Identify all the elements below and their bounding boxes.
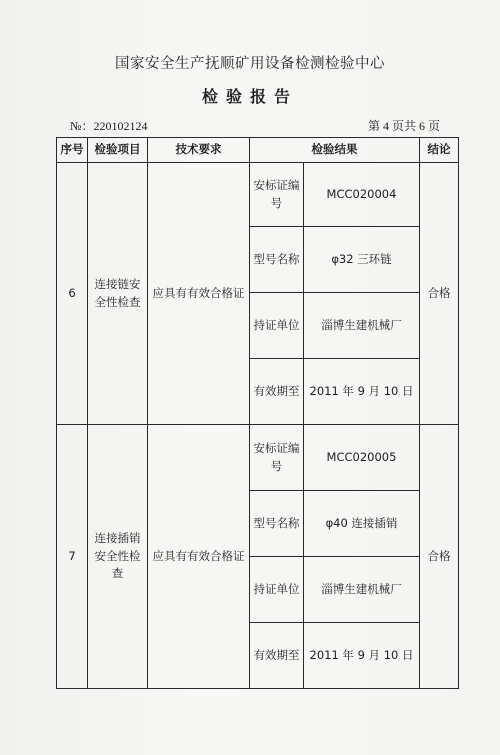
inspection-table	[56, 137, 459, 689]
result-value: MCC020005	[304, 425, 420, 491]
report-number-value: 220102124	[93, 119, 148, 133]
conclusion: 合格	[420, 163, 459, 425]
organization-name: 国家安全生产抚顺矿用设备检测检验中心	[115, 56, 385, 72]
row-number: 7	[57, 425, 88, 689]
result-label: 持证单位	[250, 293, 304, 359]
page-indicator: 第 4 页共 6 页	[367, 119, 440, 133]
inspection-item: 连接插销安全性检查	[88, 425, 148, 689]
table-row	[57, 163, 459, 227]
technical-requirement: 应具有有效合格证	[148, 425, 250, 689]
result-value: 2011 年 9 月 10 日	[304, 359, 420, 425]
result-label: 有效期至	[250, 359, 304, 425]
result-value: MCC020004	[304, 163, 420, 227]
result-value: φ32 三环链	[304, 227, 420, 293]
result-label: 有效期至	[250, 623, 304, 689]
col-header-conclusion: 结论	[420, 138, 459, 163]
result-value: 淄博生建机械厂	[304, 557, 420, 623]
col-header-item: 检验项目	[88, 138, 148, 163]
result-value: 淄博生建机械厂	[304, 293, 420, 359]
result-value: φ40 连接插销	[304, 491, 420, 557]
result-label: 型号名称	[250, 491, 304, 557]
result-label: 安标证编号	[250, 425, 304, 491]
report-number	[70, 117, 147, 134]
col-header-result: 检验结果	[250, 138, 420, 163]
report-title: 检验报告	[201, 87, 298, 106]
technical-requirement: 应具有有效合格证	[148, 163, 250, 425]
report-number-label: №：	[70, 119, 94, 133]
result-label: 安标证编号	[250, 163, 304, 227]
result-label: 型号名称	[250, 227, 304, 293]
col-header-no: 序号	[57, 138, 88, 163]
col-header-requirement: 技术要求	[148, 138, 250, 163]
inspection-item: 连接链安全性检查	[88, 163, 148, 425]
table-row	[57, 425, 459, 491]
result-value: 2011 年 9 月 10 日	[304, 623, 420, 689]
conclusion: 合格	[420, 425, 459, 689]
table-header-row	[57, 138, 459, 163]
result-label: 持证单位	[250, 557, 304, 623]
row-number: 6	[57, 163, 88, 425]
